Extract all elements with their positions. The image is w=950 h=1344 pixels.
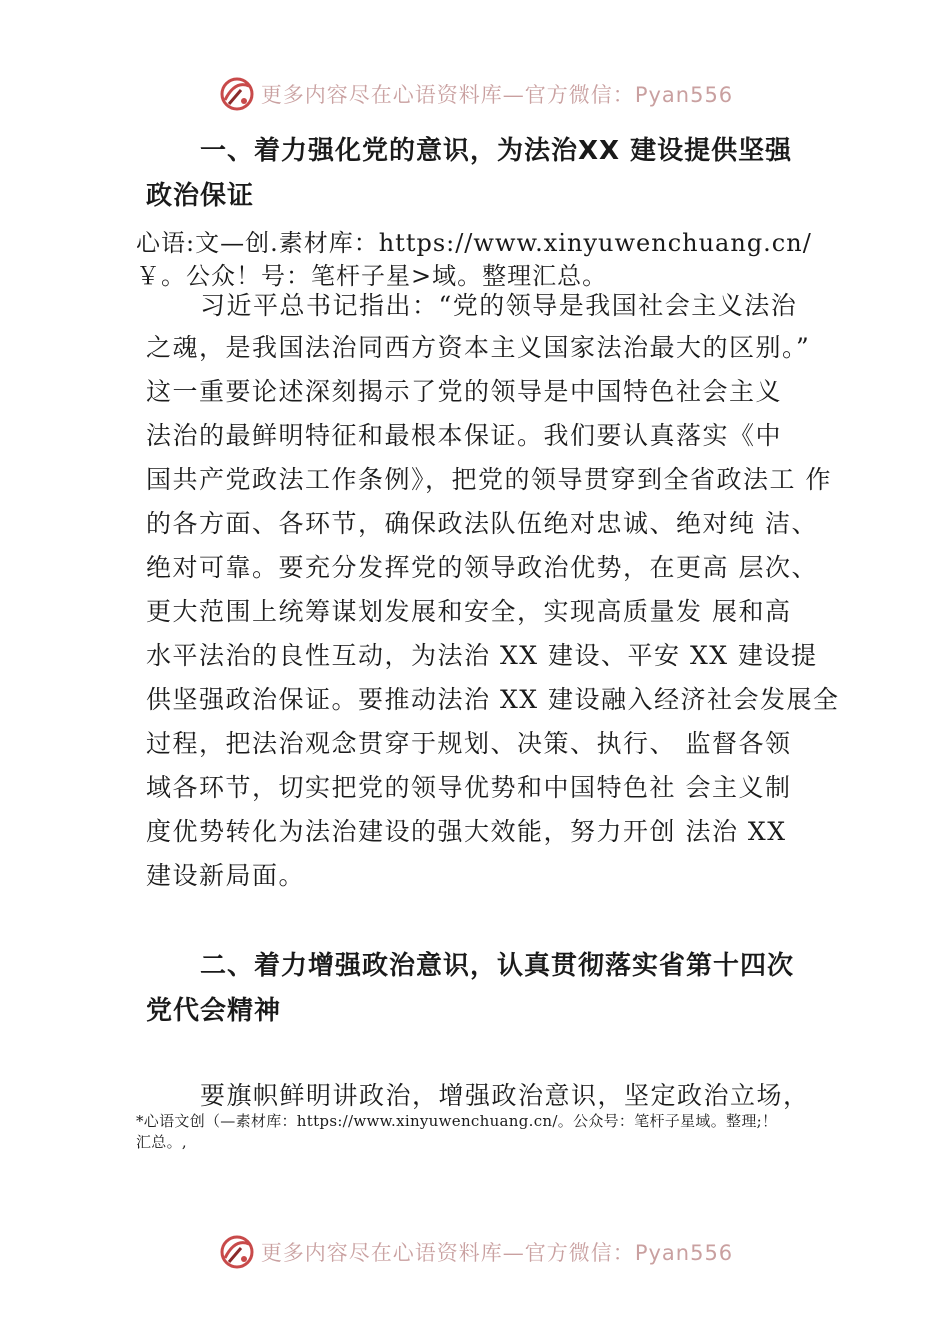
banner-text: 更多内容尽在心语资料库—官方微信：Pyan556 [260,1241,734,1265]
paragraph-line: 法治的最鲜明特征和最根本保证。我们要认真落实《中 [146,421,783,450]
section1-heading-line2: 政治保证 [146,181,255,211]
watermark-banner-top [0,72,950,116]
paragraph-line: 过程，把法治观念贯穿于规划、决策、执行、 监督各领 [146,729,792,758]
paragraph-line: 的各方面、各环节，确保政法队伍绝对忠诚、绝对纯 洁、 [146,509,818,538]
paragraph-line: 习近平总书记指出：“党的领导是我国社会主义法治 [200,291,798,320]
footer-note-line1: *心语文创（—素材库：https://www.xinyuwenchuang.cn/。公众号：笔杆子星域。整理;！ [136,1112,778,1130]
paragraph-line: 更大范围上统筹谋划发展和安全，实现高质量发 展和高 [146,597,792,626]
paragraph-line: 度优势转化为法治建设的强大效能，努力开创 法治 XX [146,817,787,846]
brand-logo-icon [217,1232,257,1272]
brand-logo-icon [217,74,257,114]
watermark-banner-bottom [0,1230,950,1274]
footer-note-line2: 汇总。, [136,1133,187,1151]
paragraph-line: 建设新局面。 [146,861,306,890]
paragraph-line: 国共产党政法工作条例》，把党的领导贯穿到全省政法工 作 [146,465,832,494]
paragraph-line: 供坚强政治保证。要推动法治 XX 建设融入经济社会发展全 [146,685,840,714]
section1-heading-line1: 一、着力强化党的意识，为法治XX 建设提供坚强 [200,136,793,166]
paragraph-line: 绝对可靠。要充分发挥党的领导政治优势，在更高 层次、 [146,553,818,582]
paragraph-line: 要旗帜鲜明讲政治，增强政治意识，坚定政治立场， [200,1081,810,1110]
paragraph-line: 域各环节，切实把党的领导优势和中国特色社 会主义制 [146,773,792,802]
watermark-note-line1: 心语:文—创.素材库：https://www.xinyuwenchuang.cn/ [136,229,812,257]
paragraph-line: 这一重要论述深刻揭示了党的领导是中国特色社会主义 [146,377,783,406]
paragraph-line: 之魂，是我国法治同西方资本主义国家法治最大的区别。” [146,333,811,362]
banner-text: 更多内容尽在心语资料库—官方微信：Pyan556 [260,83,734,107]
section2-heading-line1: 二、着力增强政治意识，认真贯彻落实省第十四次 [200,951,795,981]
section2-heading-line2: 党代会精神 [146,996,282,1026]
paragraph-line: 水平法治的良性互动，为法治 XX 建设、平安 XX 建设提 [146,641,818,670]
watermark-note-line2: ￥。公众！号：笔杆子星>域。整理汇总。 [136,262,608,290]
